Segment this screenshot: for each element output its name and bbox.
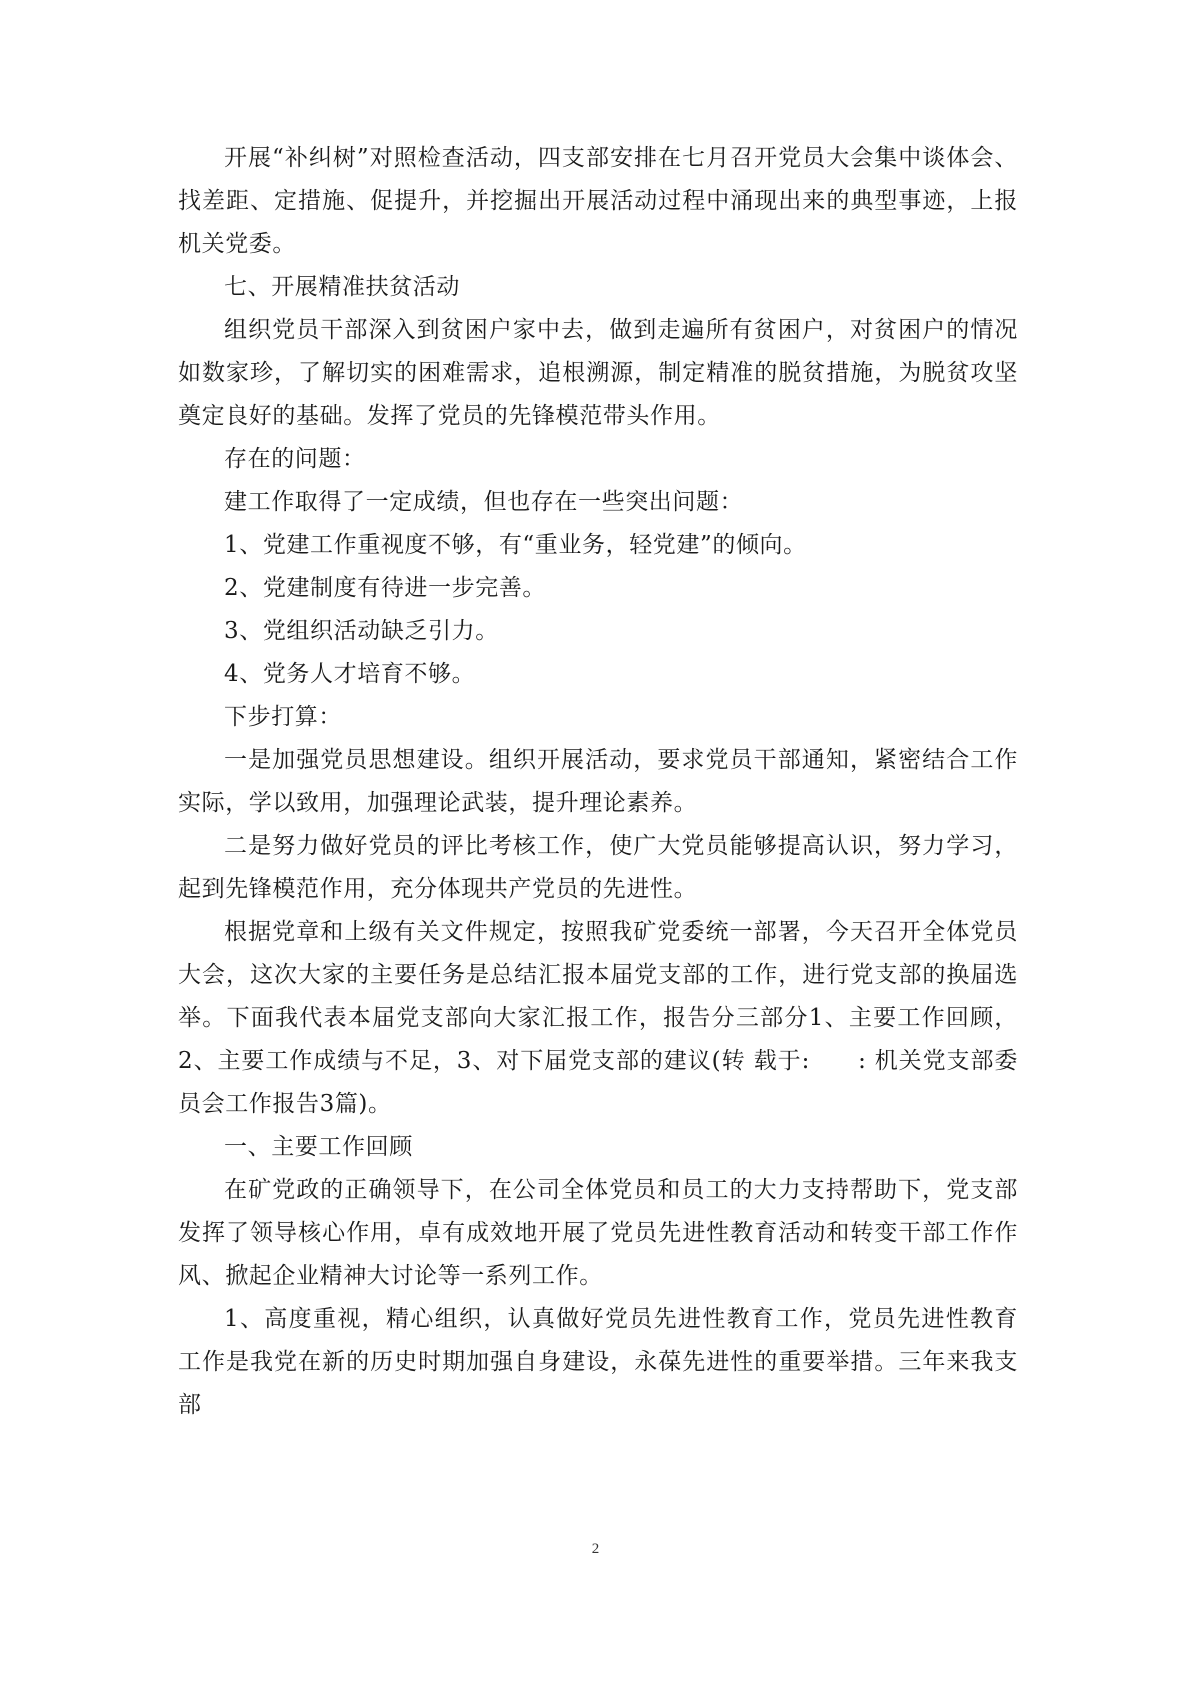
paragraph: 一是加强党员思想建设。组织开展活动，要求党员干部通知，紧密结合工作实际，学以致用，加强理论武装，提升理论素养。 <box>178 747 1018 816</box>
paragraph: 二是努力做好党员的评比考核工作，使广大党员能够提高认识，努力学习，起到先锋模范作用，充分体现共产党员的先进性。 <box>178 833 1018 902</box>
document-body <box>178 137 1018 1427</box>
list-item: 2、党建制度有待进一步完善。 <box>224 575 547 601</box>
paragraph: 根据党章和上级有关文件规定，按照我矿党委统一部署，今天召开全体党员大会，这次大家的主要任务是总结汇报本届党支部的工作，进行党支部的换届选举。下面我代表本届党支部向大家汇报工作，报告分三部分1、主要工作回顾，2、主要工作成绩与不足，3、对下届党支部的建议(转 载于: : 机关党支部委员会工作报告3篇)。 <box>178 919 1018 1117</box>
paragraph: 开展“补纠树”对照检查活动，四支部安排在七月召开党员大会集中谈体会、找差距、定措施、促提升，并挖掘出开展活动过程中涌现出来的典型事迹，上报机关党委。 <box>178 145 1018 257</box>
subheading-problems: 存在的问题： <box>224 446 366 472</box>
section-heading: 一、主要工作回顾 <box>224 1134 413 1160</box>
subheading-plans: 下步打算： <box>224 704 342 730</box>
paragraph: 建工作取得了一定成绩，但也存在一些突出问题： <box>224 489 744 515</box>
paragraph: 1、高度重视，精心组织，认真做好党员先进性教育工作，党员先进性教育工作是我党在新的历史时期加强自身建设，永葆先进性的重要举措。三年来我支部 <box>178 1306 1018 1418</box>
list-item: 1、党建工作重视度不够，有“重业务，轻党建”的倾向。 <box>224 532 807 558</box>
list-item: 3、党组织活动缺乏引力。 <box>224 618 499 644</box>
paragraph: 在矿党政的正确领导下，在公司全体党员和员工的大力支持帮助下，党支部发挥了领导核心作用，卓有成效地开展了党员先进性教育活动和转变干部工作作风、掀起企业精神大讨论等一系列工作。 <box>178 1177 1018 1289</box>
paragraph: 组织党员干部深入到贫困户家中去，做到走遍所有贫困户，对贫困户的情况如数家珍，了解切实的困难需求，追根溯源，制定精准的脱贫措施，为脱贫攻坚奠定良好的基础。发挥了党员的先锋模范带头作用。 <box>178 317 1018 429</box>
list-item: 4、党务人才培育不够。 <box>224 661 476 687</box>
section-heading: 七、开展精准扶贫活动 <box>224 274 460 300</box>
page-number: 2 <box>591 1541 600 1557</box>
